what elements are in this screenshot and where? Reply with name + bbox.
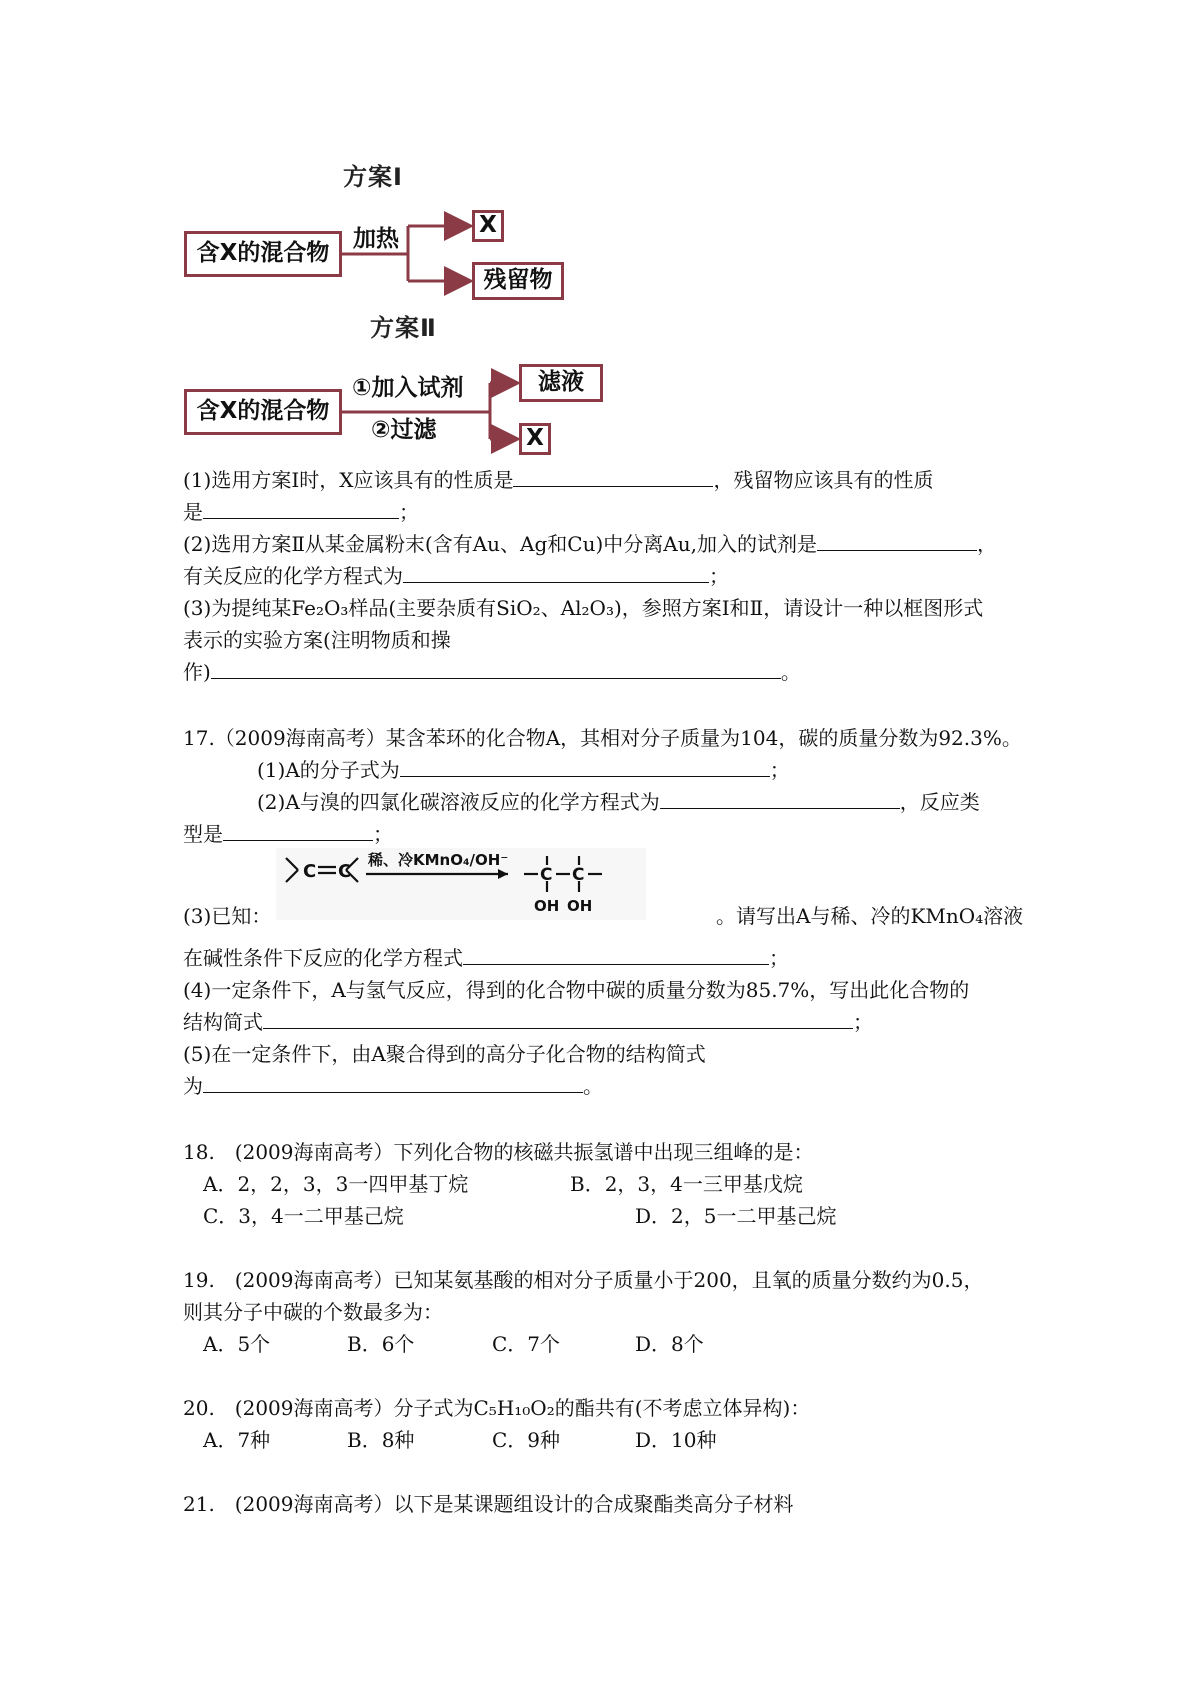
reaction-reagent: 稀、冷KMnO₄/OH⁻ bbox=[368, 851, 509, 869]
q16-p2-text2: ， bbox=[976, 532, 997, 556]
q17-part4-line2 bbox=[183, 1008, 873, 1037]
plan-1-title: 方案Ⅰ bbox=[343, 163, 403, 191]
answer-blank[interactable] bbox=[263, 1008, 853, 1029]
q20-option-b[interactable]: B．8种 bbox=[347, 1428, 415, 1452]
q19-stem-line2: 则其分子中碳的个数最多为： bbox=[183, 1300, 443, 1324]
answer-blank[interactable] bbox=[817, 530, 977, 551]
q17-p2-text: (2)A与溴的四氯化碳溶液反应的化学方程式为 bbox=[257, 790, 660, 814]
q17-part3-line1-right bbox=[716, 902, 1023, 931]
q21-stem: 21. (2009海南高考）以下是某课题组设计的合成聚酯类高分子材料 bbox=[183, 1492, 794, 1516]
q16-p3-text3: 作) bbox=[183, 660, 211, 684]
q20-option-c[interactable]: C．9种 bbox=[492, 1428, 561, 1452]
q17-p2-text3: 型是 bbox=[183, 822, 223, 846]
residue-label: 残留物 bbox=[483, 267, 553, 294]
mixture-label: 含X的混合物 bbox=[196, 398, 330, 425]
q16-part2-line2 bbox=[183, 562, 729, 591]
answer-blank[interactable] bbox=[211, 658, 781, 679]
kmno4-reaction-figure bbox=[276, 848, 646, 920]
q16-p2-text3: 有关反应的化学方程式为 bbox=[183, 564, 403, 588]
filtrate-box bbox=[519, 364, 603, 402]
q17-p5-text: (5)在一定条件下，由A聚合得到的高分子化合物的结构简式 bbox=[183, 1042, 706, 1066]
answer-blank[interactable] bbox=[223, 820, 373, 841]
filter-label: ②过滤 bbox=[371, 417, 437, 443]
answer-blank[interactable] bbox=[660, 788, 900, 809]
answer-blank[interactable] bbox=[400, 756, 770, 777]
q18-option-a[interactable]: A．2，2，3，3一四甲基丁烷 bbox=[203, 1172, 469, 1196]
q17-p3-text3: 在碱性条件下反应的化学方程式 bbox=[183, 946, 463, 970]
q20-option-d[interactable]: D．10种 bbox=[635, 1428, 717, 1452]
carbon-atom-1: C bbox=[303, 861, 317, 882]
q17-p4-text: (4)一定条件下，A与氢气反应，得到的化合物中碳的质量分数为85.7%，写出此化合物的 bbox=[183, 978, 970, 1002]
flow-arrows bbox=[0, 0, 1200, 500]
answer-blank[interactable] bbox=[463, 944, 769, 965]
q19-option-d[interactable]: D．8个 bbox=[635, 1332, 704, 1356]
q17-p3-end: ； bbox=[769, 946, 789, 970]
q16-p2-text: (2)选用方案Ⅱ从某金属粉末(含有Au、Ag和Cu)中分离Au,加入的试剂是 bbox=[183, 532, 817, 556]
q16-part3-line3 bbox=[183, 658, 801, 687]
q16-p1-text: (1)选用方案Ⅰ时，X应该具有的性质是 bbox=[183, 468, 514, 492]
q19-option-a[interactable]: A．5个 bbox=[203, 1332, 271, 1356]
q17-p4-end: ； bbox=[853, 1010, 873, 1034]
mixture-box-plan-2 bbox=[184, 389, 342, 435]
x-label: X bbox=[479, 212, 497, 239]
answer-blank[interactable] bbox=[513, 466, 713, 487]
q17-part4-line1 bbox=[183, 976, 969, 1005]
q17-p5-text2: 为 bbox=[183, 1074, 203, 1098]
q17-p2-text2: ，反应类 bbox=[899, 790, 980, 814]
q17-part5-line2 bbox=[183, 1072, 603, 1101]
q19-option-b[interactable]: B．6个 bbox=[347, 1332, 415, 1356]
hydroxyl-1: OH bbox=[534, 897, 560, 915]
q17-part5-line1 bbox=[183, 1040, 706, 1069]
q17-p3-text: (3)已知： bbox=[183, 904, 272, 928]
x-box-plan-1 bbox=[472, 210, 504, 242]
q17-part2-line1 bbox=[257, 788, 980, 817]
carbon-atom-4: C bbox=[572, 865, 585, 885]
x-label: X bbox=[526, 425, 544, 452]
mixture-box-plan-1 bbox=[184, 231, 342, 277]
filtrate-label: 滤液 bbox=[538, 369, 584, 396]
mixture-label: 含X的混合物 bbox=[196, 240, 330, 267]
plan-2-title: 方案Ⅱ bbox=[370, 314, 437, 342]
q20-option-a[interactable]: A．7种 bbox=[203, 1428, 271, 1452]
q16-p1-end: ； bbox=[399, 500, 419, 524]
q20-stem: 20. (2009海南高考）分子式为C₅H₁₀O₂的酯共有(不考虑立体异构)： bbox=[183, 1396, 811, 1420]
q17-p1-end: ； bbox=[769, 758, 790, 782]
q18-option-b[interactable]: B．2，3，4一三甲基戊烷 bbox=[570, 1172, 803, 1196]
q17-part3-line2 bbox=[183, 944, 789, 973]
q18-option-d[interactable]: D．2，5一二甲基己烷 bbox=[635, 1204, 837, 1228]
residue-box bbox=[472, 262, 564, 300]
q16-p1-text3: 是 bbox=[183, 500, 203, 524]
heat-label: 加热 bbox=[353, 226, 399, 252]
q17-p5-end: 。 bbox=[583, 1074, 603, 1098]
q17-p2-end: ； bbox=[373, 822, 393, 846]
q16-p2-end: ； bbox=[709, 564, 729, 588]
q17-p3-text2: 。请写出A与稀、冷的KMnO₄溶液 bbox=[716, 904, 1024, 928]
q19-option-c[interactable]: C．7个 bbox=[492, 1332, 561, 1356]
q16-p3-text2: 表示的实验方案(注明物质和操 bbox=[183, 628, 451, 652]
carbon-atom-3: C bbox=[540, 865, 553, 885]
q17-stem: 17.（2009海南高考）某含苯环的化合物A，其相对分子质量为104，碳的质量分数为92.3%。 bbox=[183, 726, 1022, 750]
q16-p3-text: (3)为提纯某Fe₂O₃样品(主要杂质有SiO₂、Al₂O₃)，参照方案Ⅰ和Ⅱ，请设计一种以框图形式 bbox=[183, 596, 984, 620]
answer-blank[interactable] bbox=[403, 562, 709, 583]
q18-stem: 18. (2009海南高考）下列化合物的核磁共振氢谱中出现三组峰的是： bbox=[183, 1140, 814, 1164]
q16-part2-line1 bbox=[183, 530, 997, 559]
q17-part3-line1-left bbox=[183, 902, 271, 931]
q16-p3-end: 。 bbox=[780, 660, 801, 684]
q16-part3-line2 bbox=[183, 626, 451, 655]
q17-part2-line2 bbox=[183, 820, 393, 849]
q19-stem-line1: 19. (2009海南高考）已知某氨基酸的相对分子质量小于200，且氧的质量分数约为0.5， bbox=[183, 1268, 984, 1292]
x-box-plan-2 bbox=[519, 423, 551, 455]
q16-part1-line1 bbox=[183, 466, 933, 495]
q18-option-c[interactable]: C．3，4一二甲基己烷 bbox=[203, 1204, 404, 1228]
carbon-atom-2: C bbox=[338, 861, 352, 882]
hydroxyl-2: OH bbox=[567, 897, 593, 915]
q17-p1-text: (1)A的分子式为 bbox=[257, 758, 400, 782]
q17-p4-text2: 结构简式 bbox=[183, 1010, 263, 1034]
q16-part3-line1 bbox=[183, 594, 983, 623]
q17-part1 bbox=[257, 756, 790, 785]
add-reagent-label: ①加入试剂 bbox=[352, 375, 464, 401]
q16-p1-text2: ，残留物应该具有的性质 bbox=[713, 468, 934, 492]
answer-blank[interactable] bbox=[203, 498, 399, 519]
q16-part1-line2 bbox=[183, 498, 419, 527]
answer-blank[interactable] bbox=[203, 1072, 583, 1093]
